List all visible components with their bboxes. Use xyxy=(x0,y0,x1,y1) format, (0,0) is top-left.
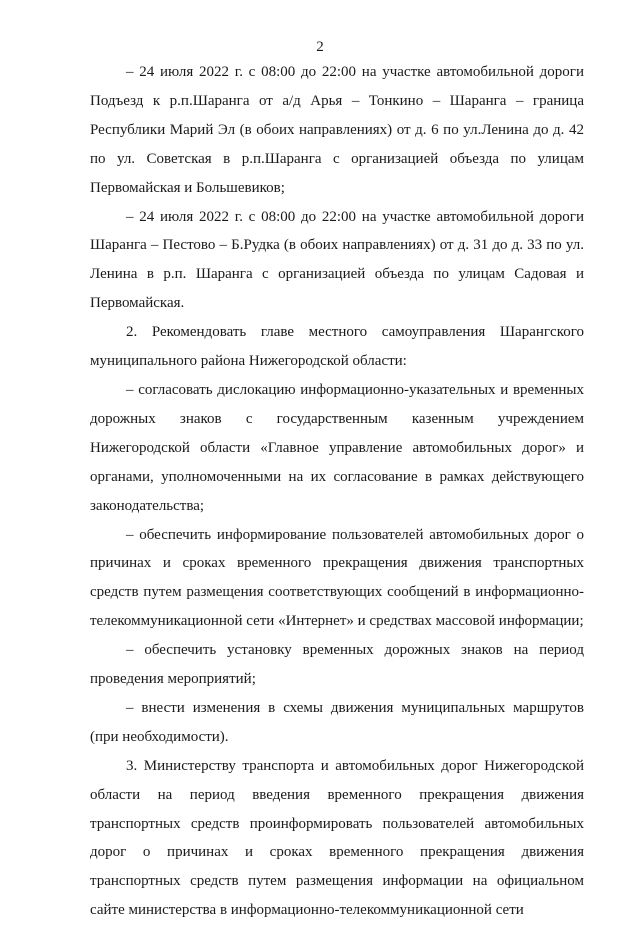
paragraph-closure-sharanga-pestovo: – 24 июля 2022 г. с 08:00 до 22:00 на участке автомобильной дороги Шаранга – Пестово – Б.Рудка (в обоих направлениях) от д. 31 до д. 33 по ул. Ленина в р.п. Шаранга с организацией объезда по улицам Садовая и Первомайская. xyxy=(90,208,584,312)
paragraph-closure-sharanga-podezd: – 24 июля 2022 г. с 08:00 до 22:00 на участке автомобильной дороги Подъезд к р.п.Шаранга от а/д Арья – Тонкино – Шаранга – граница Республики Марий Эл (в обоих направлениях) от д. 6 по ул.Ленина до д. 42 по ул. Советская в р.п.Шаранга с организацией объезда по улицам Первомайская и Большевиков; xyxy=(90,64,584,196)
paragraph-ministry: 3. Министерству транспорта и автомобильных дорог Нижегородской области на период введения временного прекращения движения транспортных средств проинформировать пользователей автомобильных дорог о причинах и сроках временного прекращения движения транспортных средств путем размещения информации на официальном сайте министерства в информационно-телекоммуникационной сети xyxy=(90,757,584,919)
document-body xyxy=(90,58,584,925)
paragraph-install-signs: – обеспечить установку временных дорожных знаков на период проведения мероприятий; xyxy=(90,642,584,688)
paragraph-recommendation-heading: 2. Рекомендовать главе местного самоуправления Шарангского муниципального района Нижегородской области: xyxy=(90,324,584,370)
paragraph-change-routes: – внести изменения в схемы движения муниципальных маршрутов (при необходимости). xyxy=(90,699,584,745)
page-number: 2 xyxy=(316,39,324,55)
paragraph-agree-signs: – согласовать дислокацию информационно-указательных и временных дорожных знаков с государственным казенным учреждением Нижегородской области «Главное управление автомобильных дорог» и органами, уполномоченными на их согласование в рамках действующего законодательства; xyxy=(90,381,584,514)
paragraph-inform-users: – обеспечить информирование пользователей автомобильных дорог о причинах и сроках временного прекращения движения транспортных средств путем размещения соответствующих сообщений в информационно-телекоммуникационной сети «Интернет» и средствах массовой информации; xyxy=(90,526,584,630)
